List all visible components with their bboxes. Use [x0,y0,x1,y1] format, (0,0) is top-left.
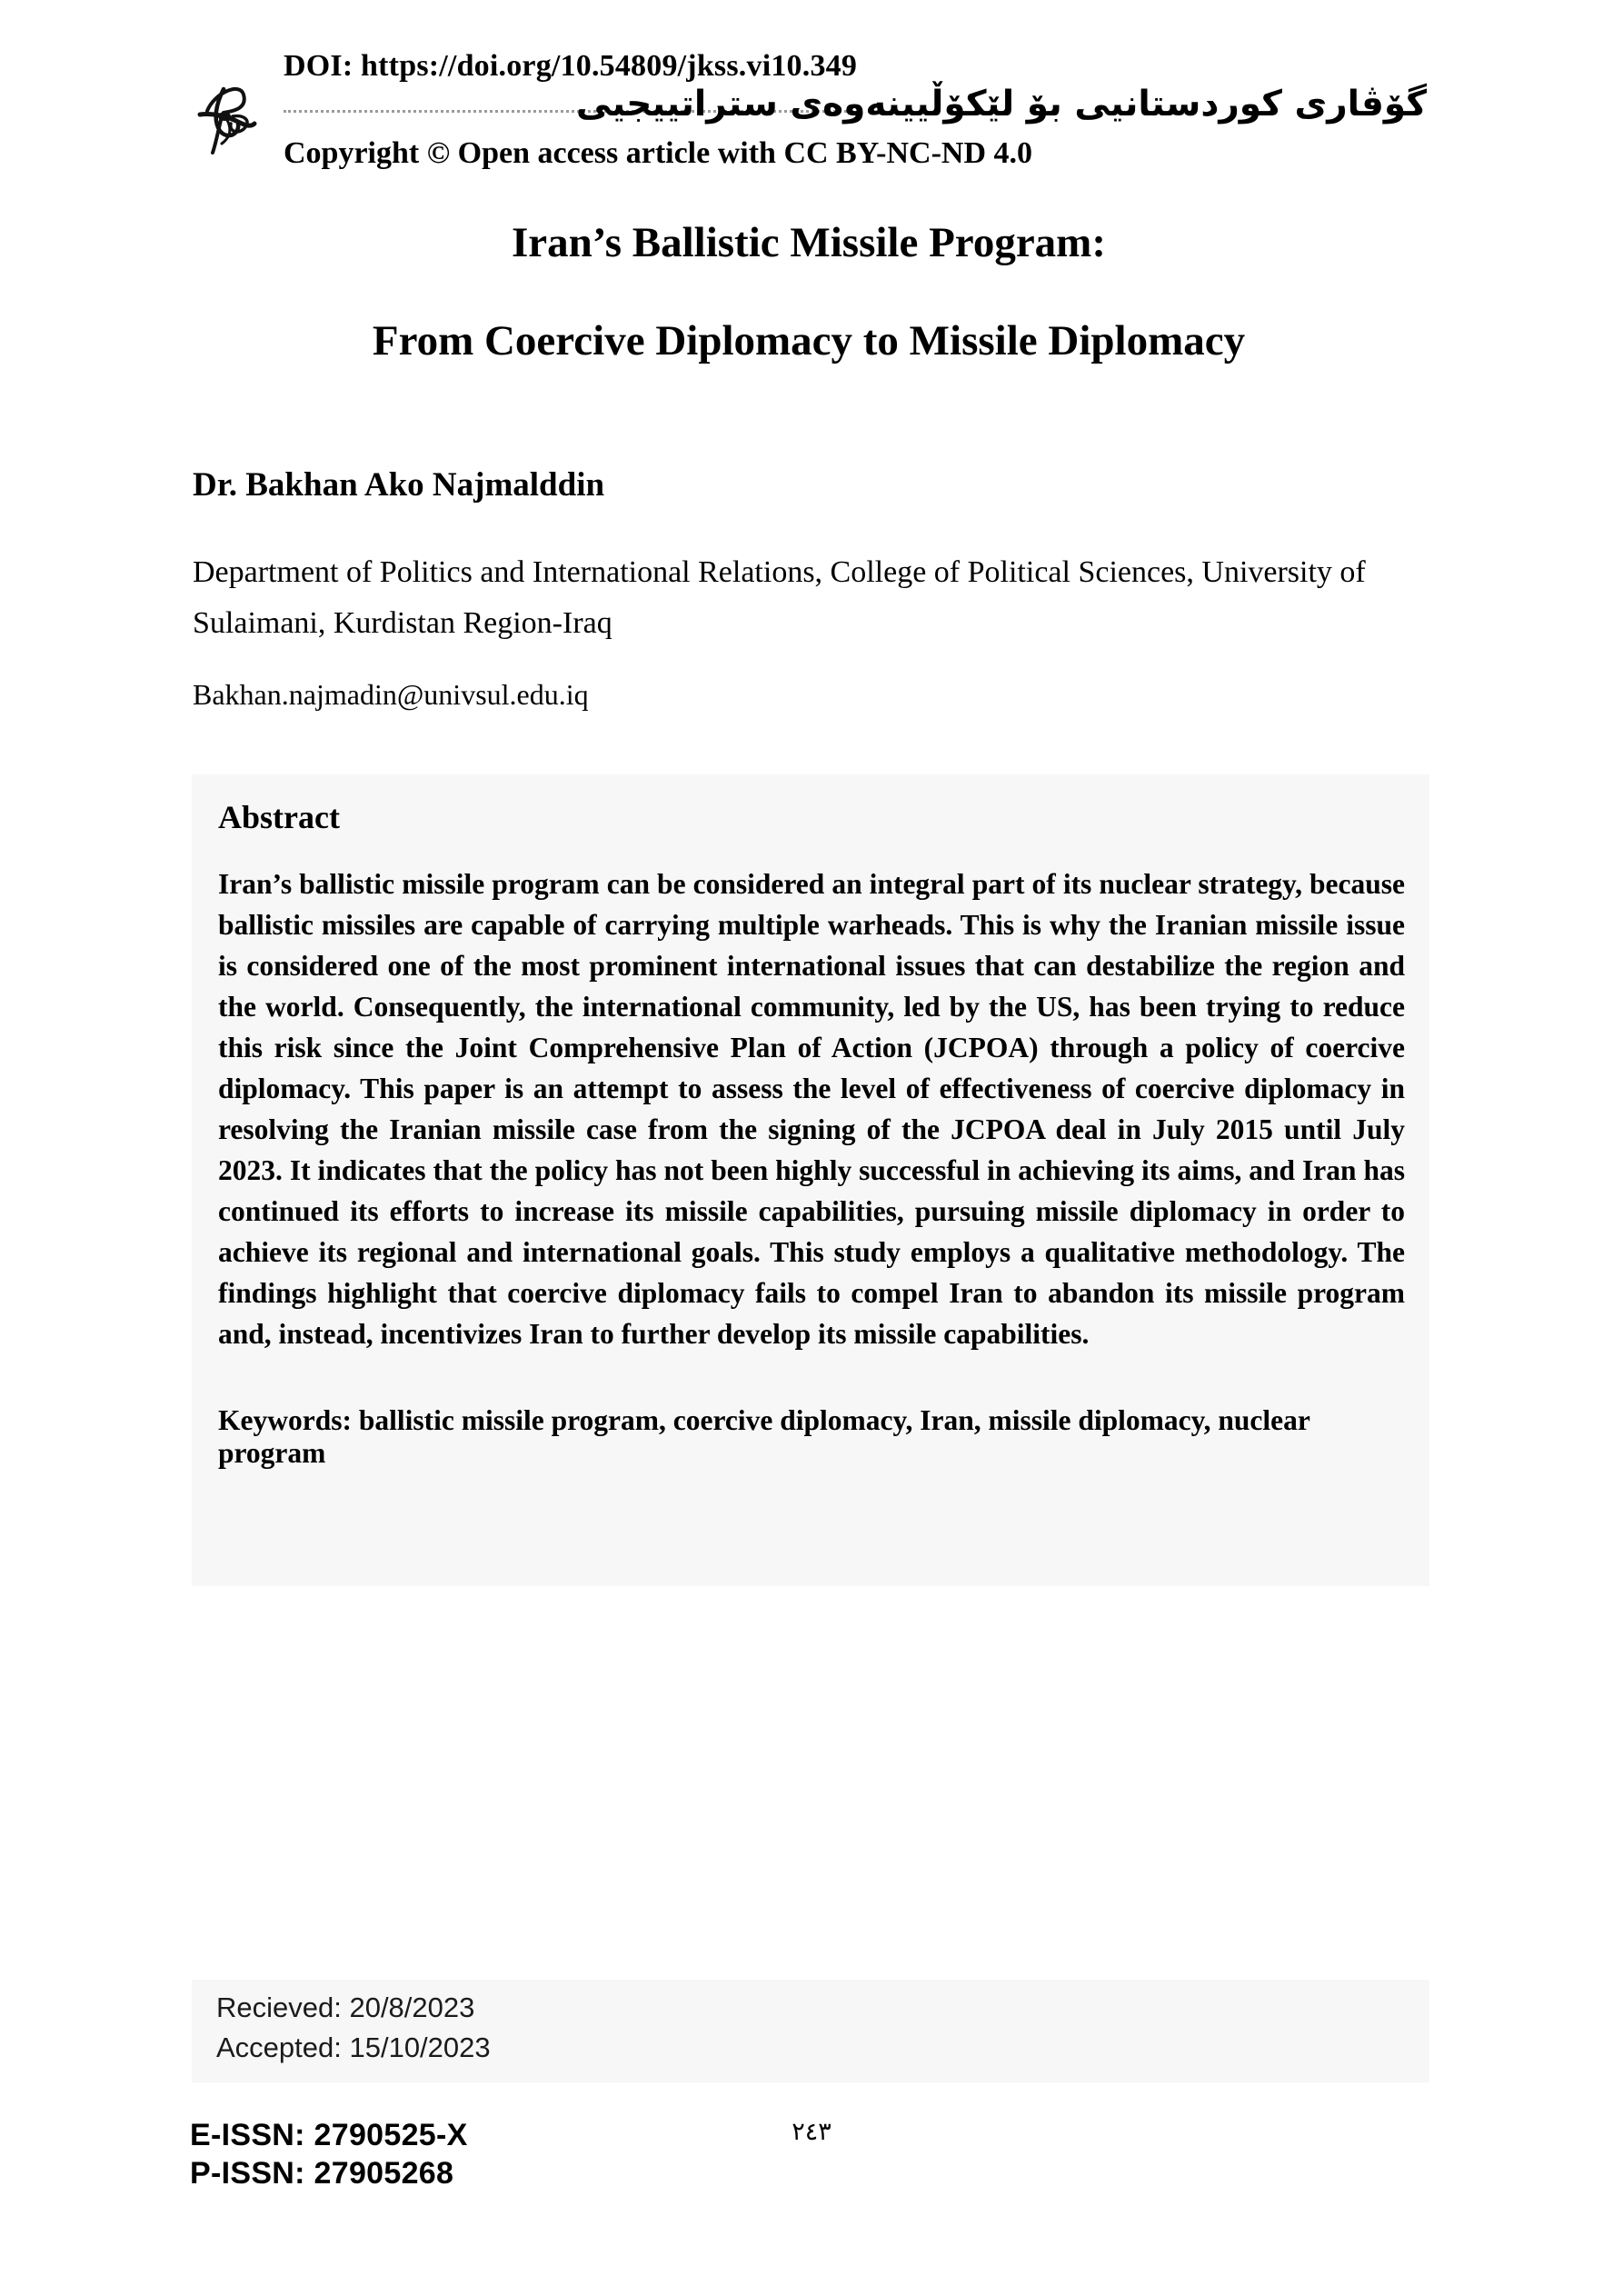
author-name: Dr. Bakhan Ako Najmalddin [193,466,605,504]
journal-name-kurdish: گۆڤاری کوردستانیی بۆ لێکۆڵیینەوەی ستراتییجیی [575,84,1427,125]
e-issn: E-ISSN: 2790525-X [190,2118,468,2152]
article-title-line2: From Coercive Diplomacy to Missile Diplomacy [372,317,1246,364]
keywords-line: Keywords: ballistic missile program, coercive diplomacy, Iran, missile diplomacy, nuclear program [218,1404,1310,1469]
p-issn: P-ISSN: 27905268 [190,2156,454,2191]
copyright-notice: Copyright © Open access article with CC BY-NC-ND 4.0 [284,136,1033,170]
abstract-heading: Abstract [218,799,340,835]
page-number: ٢٤٣ [792,2118,831,2146]
abstract-body: Iran’s ballistic missile program can be considered an integral part of its nuclear strategy, because ballistic missiles are capable of carrying multiple warheads. This is why the Iranian missile issue is considered one of the most prominent international issues that can destabilize the region and the world. Consequently, the international community, led by the US, has been trying to reduce this risk since the Joint Comprehensive Plan of Action (JCPOA) through a policy of coercive diplomacy. This paper is an attempt to assess the level of effectiveness of coercive diplomacy in resolving the Iranian missile case from the signing of the JCPOA deal in July 2015 until July 2023. It indicates that the policy has not been highly successful in achieving its aims, and Iran has continued its efforts to increase its missile capabilities, pursuing missile diplomacy in order to achieve its regional and international goals. This study employs a qualitative methodology. The findings highlight that coercive diplomacy fails to compel Iran to abandon its missile program and, instead, incentivizes Iran to further develop its missile capabilities. [218,868,1405,1350]
author-email: Bakhan.najmadin@univsul.edu.iq [193,678,589,711]
article-title-line1: Iran’s Ballistic Missile Program: [512,219,1106,266]
author-affiliation: Department of Politics and International Relations, College of Political Sciences, University of Sulaimani, Kurdistan Region-Iraq [193,555,1366,640]
accepted-date: Accepted: 15/10/2023 [216,2031,491,2063]
received-date: Recieved: 20/8/2023 [216,1992,475,2023]
journal-logo-icon [196,80,260,156]
doi-text: DOI: https://doi.org/10.54809/jkss.vi10.349 [284,49,858,83]
